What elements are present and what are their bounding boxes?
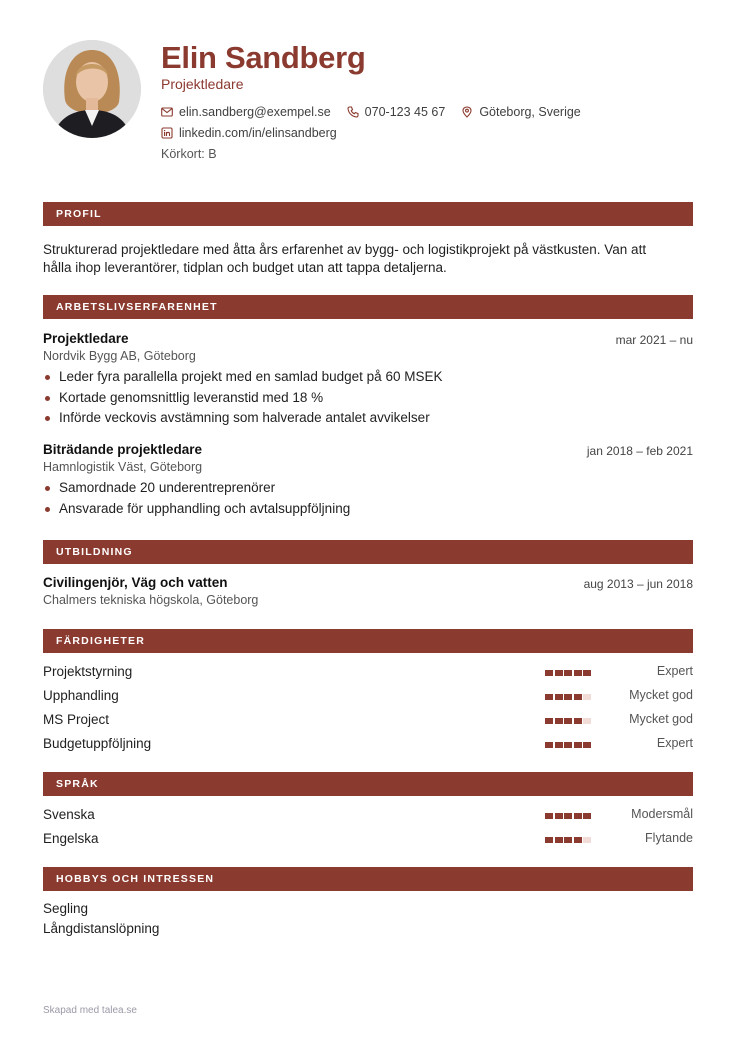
language-name: Engelska xyxy=(43,831,99,846)
skill-level: Mycket god xyxy=(629,688,693,702)
rating-segment xyxy=(583,742,591,748)
contact-row-2 xyxy=(161,126,353,140)
skill-level: Expert xyxy=(656,736,693,750)
skill-row xyxy=(43,664,693,682)
job-title: Projektledare xyxy=(43,331,129,346)
section-experience: ARBETSLIVSERFARENHET xyxy=(43,295,693,319)
phone-icon xyxy=(347,106,359,118)
skill-rating xyxy=(545,694,593,700)
rating-segment xyxy=(574,813,582,819)
skill-rating xyxy=(545,670,593,676)
profile-line: Strukturerad projektledare med åtta års erfarenhet av bygg- och logistikprojekt på västkusten. Van att xyxy=(43,242,647,257)
section-profile: PROFIL xyxy=(43,202,693,226)
profile-photo xyxy=(43,40,141,138)
rating-segment xyxy=(555,742,563,748)
school-name: Chalmers tekniska högskola, Göteborg xyxy=(43,593,259,607)
contact-phone[interactable] xyxy=(347,105,446,119)
job-title: Biträdande projektledare xyxy=(43,442,203,457)
section-languages: SPRÅK xyxy=(43,772,693,796)
skill-name: Upphandling xyxy=(43,688,119,703)
job-company: Nordvik Bygg AB, Göteborg xyxy=(43,349,196,363)
rating-segment xyxy=(564,813,572,819)
skill-level: Expert xyxy=(656,664,693,678)
skill-level: Mycket god xyxy=(629,712,693,726)
map-pin-icon xyxy=(461,106,473,118)
rating-segment xyxy=(574,837,582,843)
email-text: elin.sandberg@exempel.se xyxy=(179,105,331,119)
education-date: aug 2013 – jun 2018 xyxy=(583,577,693,591)
rating-segment xyxy=(564,670,572,676)
resume-header xyxy=(43,40,693,170)
rating-segment xyxy=(545,670,553,676)
contact-linkedin[interactable] xyxy=(161,126,337,140)
language-rating xyxy=(545,813,593,819)
rating-segment xyxy=(583,670,591,676)
list-item: Införde veckovis avstämning som halverade antalet avvikelser xyxy=(43,408,693,429)
skill-name: Projektstyrning xyxy=(43,664,133,679)
job-entry xyxy=(43,331,693,429)
footer-credit[interactable]: Skapad med talea.se xyxy=(43,1005,137,1016)
job-bullets xyxy=(43,367,693,429)
rating-segment xyxy=(555,694,563,700)
education-entry xyxy=(43,575,693,607)
skill-name: MS Project xyxy=(43,712,110,727)
rating-segment xyxy=(583,837,591,843)
language-row xyxy=(43,831,693,849)
section-hobbies: HOBBYS OCH INTRESSEN xyxy=(43,867,693,891)
skill-row xyxy=(43,736,693,754)
list-item: Kortade genomsnittlig leveranstid med 18 % xyxy=(43,388,693,409)
list-item: Leder fyra parallella projekt med en samlad budget på 60 MSEK xyxy=(43,367,693,388)
rating-segment xyxy=(574,694,582,700)
rating-segment xyxy=(574,670,582,676)
rating-segment xyxy=(564,694,572,700)
language-name: Svenska xyxy=(43,807,95,822)
drivers-license: Körkort: B xyxy=(161,147,217,161)
job-date: jan 2018 – feb 2021 xyxy=(586,444,693,458)
rating-segment xyxy=(564,718,572,724)
rating-segment xyxy=(564,837,572,843)
rating-segment xyxy=(545,718,553,724)
profile-line: hålla ihop leverantörer, tidplan och budget utan att tappa detaljerna. xyxy=(43,260,447,275)
degree-title: Civilingenjör, Väg och vatten xyxy=(43,575,228,590)
language-level: Flytande xyxy=(645,831,693,845)
rating-segment xyxy=(545,742,553,748)
language-level: Modersmål xyxy=(631,807,693,821)
rating-segment xyxy=(545,837,553,843)
rating-segment xyxy=(574,742,582,748)
linkedin-text: linkedin.com/in/elinsandberg xyxy=(179,126,337,140)
location-text: Göteborg, Sverige xyxy=(479,105,581,119)
candidate-name: Elin Sandberg xyxy=(161,40,366,75)
section-skills: FÄRDIGHETER xyxy=(43,629,693,653)
rating-segment xyxy=(555,718,563,724)
job-bullets xyxy=(43,478,693,519)
job-company: Hamnlogistik Väst, Göteborg xyxy=(43,460,203,474)
skill-name: Budgetuppföljning xyxy=(43,736,152,751)
rating-segment xyxy=(545,694,553,700)
rating-segment xyxy=(564,742,572,748)
language-row xyxy=(43,807,693,825)
contact-location xyxy=(461,105,580,119)
language-rating xyxy=(545,837,593,843)
rating-segment xyxy=(555,837,563,843)
profile-text xyxy=(43,241,693,277)
contact-row xyxy=(161,105,597,119)
job-entry xyxy=(43,442,693,519)
section-education: UTBILDNING xyxy=(43,540,693,564)
rating-segment xyxy=(583,718,591,724)
rating-segment xyxy=(555,813,563,819)
hobby-item: Långdistanslöpning xyxy=(43,921,160,936)
rating-segment xyxy=(583,813,591,819)
list-item: Ansvarade för upphandling och avtalsuppföljning xyxy=(43,499,693,520)
mail-icon xyxy=(161,106,173,118)
rating-segment xyxy=(555,670,563,676)
rating-segment xyxy=(583,694,591,700)
list-item: Samordnade 20 underentreprenörer xyxy=(43,478,693,499)
phone-text: 070-123 45 67 xyxy=(364,105,446,119)
skill-row xyxy=(43,712,693,730)
candidate-role: Projektledare xyxy=(161,76,244,92)
skill-row xyxy=(43,688,693,706)
rating-segment xyxy=(545,813,553,819)
contact-email[interactable] xyxy=(161,105,331,119)
linkedin-icon xyxy=(161,127,173,139)
job-date: mar 2021 – nu xyxy=(615,333,693,347)
skill-rating xyxy=(545,742,593,748)
hobby-item: Segling xyxy=(43,901,89,916)
skill-rating xyxy=(545,718,593,724)
rating-segment xyxy=(574,718,582,724)
